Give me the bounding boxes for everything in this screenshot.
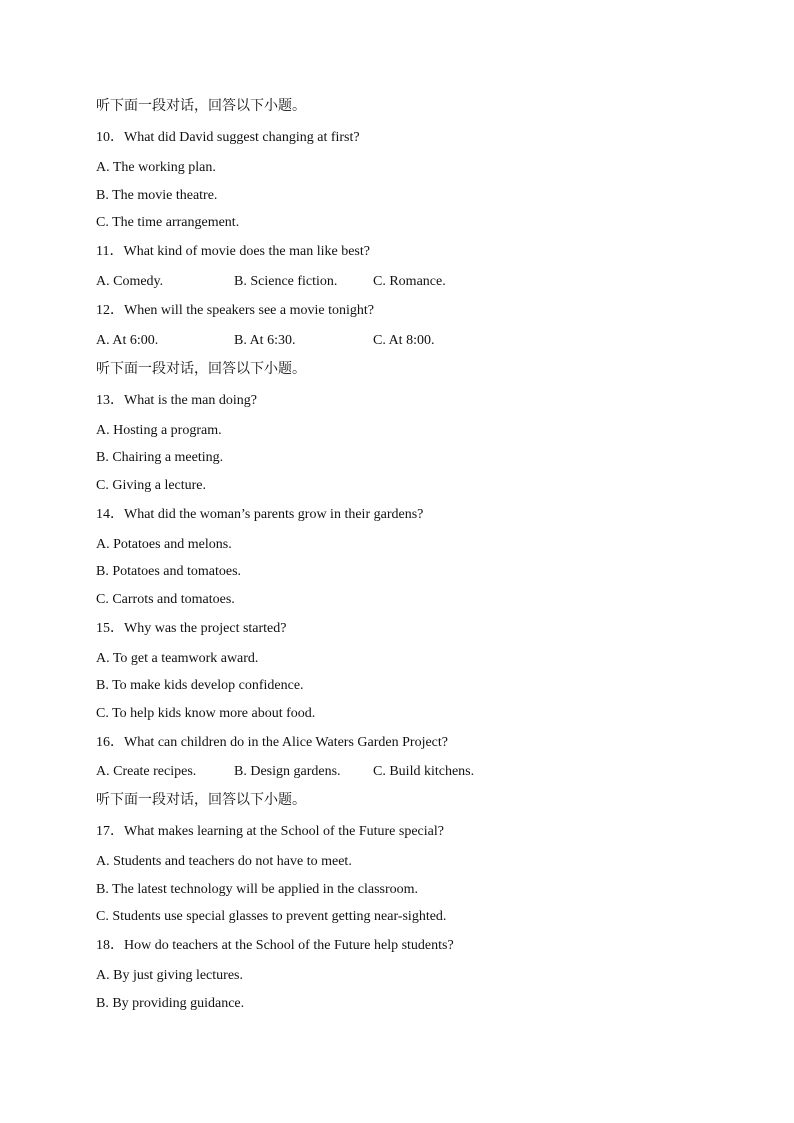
option-10-c: C. The time arrangement. bbox=[96, 215, 240, 230]
option-13-a: A. Hosting a program. bbox=[96, 423, 222, 438]
question-10: 10．What did David suggest changing at first? bbox=[96, 130, 360, 145]
option-18-b: B. By providing guidance. bbox=[96, 996, 245, 1011]
option-12-b: B. At 6:30. bbox=[234, 333, 296, 348]
options-16 bbox=[96, 763, 716, 781]
section-instruction-3: 听下面一段对话，回答以下小题。 bbox=[96, 792, 306, 808]
option-12-c: C. At 8:00. bbox=[373, 333, 435, 348]
option-13-b: B. Chairing a meeting. bbox=[96, 450, 224, 465]
option-16-b: B. Design gardens. bbox=[234, 764, 341, 779]
option-16-c: C. Build kitchens. bbox=[373, 764, 475, 779]
options-12 bbox=[96, 332, 716, 350]
option-18-a: A. By just giving lectures. bbox=[96, 968, 243, 983]
question-15: 15．Why was the project started? bbox=[96, 621, 287, 636]
option-15-b: B. To make kids develop confidence. bbox=[96, 678, 304, 693]
question-16: 16．What can children do in the Alice Waters Garden Project? bbox=[96, 735, 448, 750]
option-10-a: A. The working plan. bbox=[96, 160, 216, 175]
option-16-a: A. Create recipes. bbox=[96, 764, 197, 779]
option-11-b: B. Science fiction. bbox=[234, 274, 338, 289]
option-14-c: C. Carrots and tomatoes. bbox=[96, 592, 235, 607]
question-17: 17．What makes learning at the School of the Future special? bbox=[96, 824, 444, 839]
option-15-c: C. To help kids know more about food. bbox=[96, 706, 316, 721]
option-14-b: B. Potatoes and tomatoes. bbox=[96, 564, 242, 579]
option-13-c: C. Giving a lecture. bbox=[96, 478, 207, 493]
option-17-b: B. The latest technology will be applied in the classroom. bbox=[96, 882, 419, 897]
options-11 bbox=[96, 273, 716, 291]
option-10-b: B. The movie theatre. bbox=[96, 188, 218, 203]
option-17-a: A. Students and teachers do not have to meet. bbox=[96, 854, 352, 869]
option-17-c: C. Students use special glasses to prevent getting near-sighted. bbox=[96, 909, 447, 924]
section-instruction-2: 听下面一段对话，回答以下小题。 bbox=[96, 361, 306, 377]
option-14-a: A. Potatoes and melons. bbox=[96, 537, 232, 552]
option-15-a: A. To get a teamwork award. bbox=[96, 651, 259, 666]
option-12-a: A. At 6:00. bbox=[96, 333, 159, 348]
question-11: 11．What kind of movie does the man like best? bbox=[96, 244, 370, 259]
option-11-c: C. Romance. bbox=[373, 274, 446, 289]
question-14: 14．What did the woman’s parents grow in their gardens? bbox=[96, 507, 424, 522]
section-instruction: 听下面一段对话，回答以下小题。 bbox=[96, 98, 306, 114]
question-12: 12．When will the speakers see a movie tonight? bbox=[96, 303, 374, 318]
question-13: 13．What is the man doing? bbox=[96, 393, 257, 408]
question-18: 18．How do teachers at the School of the Future help students? bbox=[96, 938, 454, 953]
option-11-a: A. Comedy. bbox=[96, 274, 164, 289]
